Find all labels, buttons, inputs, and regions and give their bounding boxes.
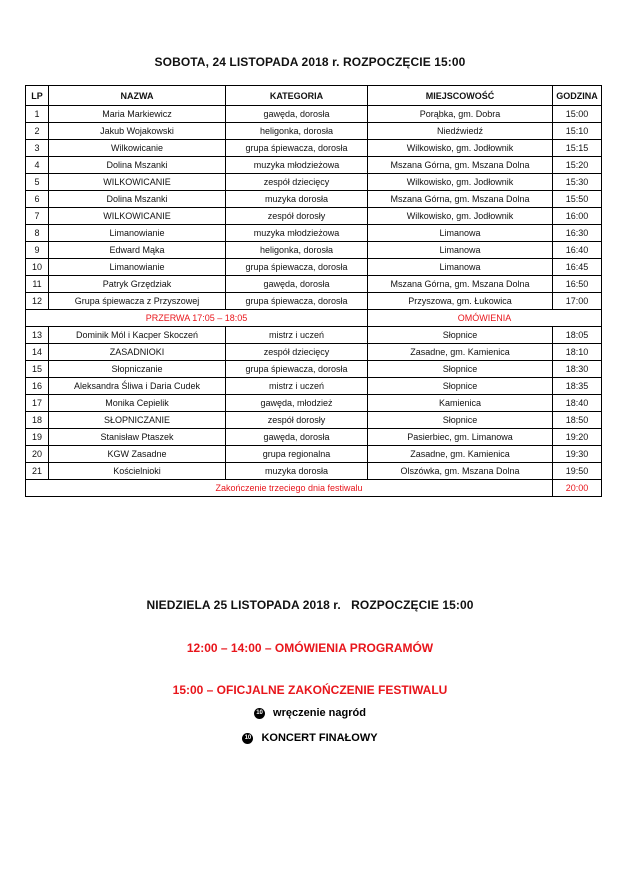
cell-name: Wilkowicanie	[49, 140, 226, 157]
table-row	[26, 242, 602, 259]
omowienia-label: OMÓWIENIA	[368, 310, 602, 327]
table-row	[26, 293, 602, 310]
cell-lp: 4	[26, 157, 49, 174]
closing-section	[26, 480, 602, 497]
sunday-title: NIEDZIELA 25 LISTOPADA 2018 r. ROZPOCZĘCIE 15:00	[146, 598, 474, 612]
header-miejscowosc: MIEJSCOWOŚĆ	[368, 86, 553, 106]
cell-lp: 15	[26, 361, 49, 378]
table-row	[26, 412, 602, 429]
cell-place: Olszówka, gm. Mszana Dolna	[368, 463, 553, 480]
cell-category: grupa śpiewacza, dorosła	[226, 259, 368, 276]
cell-name: Dominik Mól i Kacper Skoczeń	[49, 327, 226, 344]
circled-ten-bullet-icon: 10	[242, 733, 253, 744]
cell-name: Limanowianie	[49, 225, 226, 242]
circled-ten-bullet-icon: 10	[254, 708, 265, 719]
cell-place: Pasierbiec, gm. Limanowa	[368, 429, 553, 446]
cell-time: 18:05	[553, 327, 602, 344]
cell-name: Dolina Mszanki	[49, 157, 226, 174]
cell-category: zespół dziecięcy	[226, 174, 368, 191]
cell-name: Limanowianie	[49, 259, 226, 276]
cell-name: Stanisław Ptaszek	[49, 429, 226, 446]
cell-lp: 12	[26, 293, 49, 310]
cell-place: Mszana Górna, gm. Mszana Dolna	[368, 276, 553, 293]
cell-lp: 3	[26, 140, 49, 157]
cell-time: 18:35	[553, 378, 602, 395]
cell-category: gawęda, dorosła	[226, 429, 368, 446]
cell-time: 17:00	[553, 293, 602, 310]
header-godzina: GODZINA	[553, 86, 602, 106]
cell-place: Mszana Górna, gm. Mszana Dolna	[368, 191, 553, 208]
cell-category: muzyka dorosła	[226, 463, 368, 480]
cell-category: muzyka dorosła	[226, 191, 368, 208]
cell-lp: 6	[26, 191, 49, 208]
table-row	[26, 395, 602, 412]
cell-name: WILKOWICANIE	[49, 174, 226, 191]
cell-lp: 2	[26, 123, 49, 140]
cell-time: 15:15	[553, 140, 602, 157]
oficjalne-zakonczenie-line: 15:00 – OFICJALNE ZAKOŃCZENIE FESTIWALU	[172, 683, 448, 697]
cell-time: 19:30	[553, 446, 602, 463]
cell-lp: 19	[26, 429, 49, 446]
cell-category: heligonka, dorosła	[226, 242, 368, 259]
cell-name: Patryk Grzędziak	[49, 276, 226, 293]
header-nazwa: NAZWA	[49, 86, 226, 106]
cell-lp: 11	[26, 276, 49, 293]
table-row	[26, 378, 602, 395]
cell-lp: 13	[26, 327, 49, 344]
cell-time: 15:10	[553, 123, 602, 140]
bullet-label: KONCERT FINAŁOWY	[261, 732, 378, 744]
cell-place: Limanowa	[368, 225, 553, 242]
cell-place: Słopnice	[368, 327, 553, 344]
cell-category: grupa regionalna	[226, 446, 368, 463]
cell-category: zespół dorosły	[226, 412, 368, 429]
cell-lp: 16	[26, 378, 49, 395]
table-row	[26, 361, 602, 378]
cell-place: Mszana Górna, gm. Mszana Dolna	[368, 157, 553, 174]
table-row	[26, 208, 602, 225]
cell-place: Przyszowa, gm. Łukowica	[368, 293, 553, 310]
cell-lp: 20	[26, 446, 49, 463]
cell-time: 16:50	[553, 276, 602, 293]
bullet-item-koncert-finalowy	[0, 732, 620, 744]
cell-lp: 21	[26, 463, 49, 480]
cell-name: Dolina Mszanki	[49, 191, 226, 208]
cell-name: Edward Mąka	[49, 242, 226, 259]
cell-name: Maria Markiewicz	[49, 106, 226, 123]
header-lp: LP	[26, 86, 49, 106]
cell-category: mistrz i uczeń	[226, 378, 368, 395]
cell-name: Jakub Wojakowski	[49, 123, 226, 140]
cell-place: Zasadne, gm. Kamienica	[368, 344, 553, 361]
cell-name: Grupa śpiewacza z Przyszowej	[49, 293, 226, 310]
cell-category: grupa śpiewacza, dorosła	[226, 361, 368, 378]
cell-lp: 1	[26, 106, 49, 123]
cell-lp: 7	[26, 208, 49, 225]
cell-category: gawęda, dorosła	[226, 276, 368, 293]
table-row	[26, 191, 602, 208]
table-row	[26, 463, 602, 480]
table-row	[26, 140, 602, 157]
cell-place: Limanowa	[368, 259, 553, 276]
cell-category: mistrz i uczeń	[226, 327, 368, 344]
cell-place: Limanowa	[368, 242, 553, 259]
header-row	[26, 86, 602, 106]
cell-time: 15:00	[553, 106, 602, 123]
cell-category: zespół dziecięcy	[226, 344, 368, 361]
table-row	[26, 106, 602, 123]
cell-time: 18:40	[553, 395, 602, 412]
saturday-schedule-table	[25, 85, 602, 497]
header-kategoria: KATEGORIA	[226, 86, 368, 106]
cell-place: Wilkowisko, gm. Jodłownik	[368, 174, 553, 191]
cell-category: gawęda, dorosła	[226, 106, 368, 123]
cell-time: 15:30	[553, 174, 602, 191]
rows-before-break	[26, 106, 602, 310]
cell-time: 19:20	[553, 429, 602, 446]
table-header	[26, 86, 602, 106]
cell-place: Słopnice	[368, 378, 553, 395]
closing-time: 20:00	[553, 480, 602, 497]
cell-time: 16:45	[553, 259, 602, 276]
cell-lp: 18	[26, 412, 49, 429]
cell-time: 16:30	[553, 225, 602, 242]
bullet-item-wreczenie-nagrod	[0, 707, 620, 719]
omowienia-programow-line: 12:00 – 14:00 – OMÓWIENIA PROGRAMÓW	[186, 641, 434, 655]
cell-category: muzyka młodzieżowa	[226, 225, 368, 242]
cell-category: muzyka młodzieżowa	[226, 157, 368, 174]
saturday-title: SOBOTA, 24 LISTOPADA 2018 r. ROZPOCZĘCIE 15:00	[154, 55, 466, 69]
table-row	[26, 259, 602, 276]
cell-time: 19:50	[553, 463, 602, 480]
closing-row	[26, 480, 602, 497]
cell-place: Niedźwiedź	[368, 123, 553, 140]
cell-name: KGW Zasadne	[49, 446, 226, 463]
table-row	[26, 344, 602, 361]
closing-label: Zakończenie trzeciego dnia festiwalu	[26, 480, 553, 497]
cell-name: ZASADNIOKI	[49, 344, 226, 361]
cell-time: 15:20	[553, 157, 602, 174]
cell-time: 18:50	[553, 412, 602, 429]
cell-category: grupa śpiewacza, dorosła	[226, 293, 368, 310]
cell-place: Wilkowisko, gm. Jodłownik	[368, 140, 553, 157]
cell-category: grupa śpiewacza, dorosła	[226, 140, 368, 157]
cell-name: Monika Cepielik	[49, 395, 226, 412]
table-row	[26, 123, 602, 140]
cell-name: Aleksandra Śliwa i Daria Cudek	[49, 378, 226, 395]
cell-category: heligonka, dorosła	[226, 123, 368, 140]
break-label: PRZERWA 17:05 – 18:05	[26, 310, 368, 327]
cell-place: Słopnice	[368, 412, 553, 429]
cell-place: Wilkowisko, gm. Jodłownik	[368, 208, 553, 225]
bullet-label: wręczenie nagród	[273, 707, 366, 719]
cell-name: Słopniczanie	[49, 361, 226, 378]
cell-lp: 9	[26, 242, 49, 259]
table-row	[26, 276, 602, 293]
cell-lp: 17	[26, 395, 49, 412]
break-row	[26, 310, 602, 327]
cell-lp: 5	[26, 174, 49, 191]
table-row	[26, 446, 602, 463]
cell-time: 16:00	[553, 208, 602, 225]
table-row	[26, 429, 602, 446]
table-row	[26, 327, 602, 344]
table-row	[26, 157, 602, 174]
cell-category: gawęda, młodzież	[226, 395, 368, 412]
cell-place: Słopnice	[368, 361, 553, 378]
table-row	[26, 225, 602, 242]
cell-lp: 8	[26, 225, 49, 242]
cell-name: WILKOWICANIE	[49, 208, 226, 225]
table-row	[26, 174, 602, 191]
cell-lp: 10	[26, 259, 49, 276]
break-section	[26, 310, 602, 327]
cell-category: zespół dorosły	[226, 208, 368, 225]
cell-time: 15:50	[553, 191, 602, 208]
cell-time: 18:10	[553, 344, 602, 361]
rows-after-break	[26, 327, 602, 480]
cell-place: Zasadne, gm. Kamienica	[368, 446, 553, 463]
cell-place: Kamienica	[368, 395, 553, 412]
cell-name: Kościelnioki	[49, 463, 226, 480]
cell-lp: 14	[26, 344, 49, 361]
cell-time: 16:40	[553, 242, 602, 259]
cell-name: SŁOPNICZANIE	[49, 412, 226, 429]
cell-time: 18:30	[553, 361, 602, 378]
cell-place: Porąbka, gm. Dobra	[368, 106, 553, 123]
